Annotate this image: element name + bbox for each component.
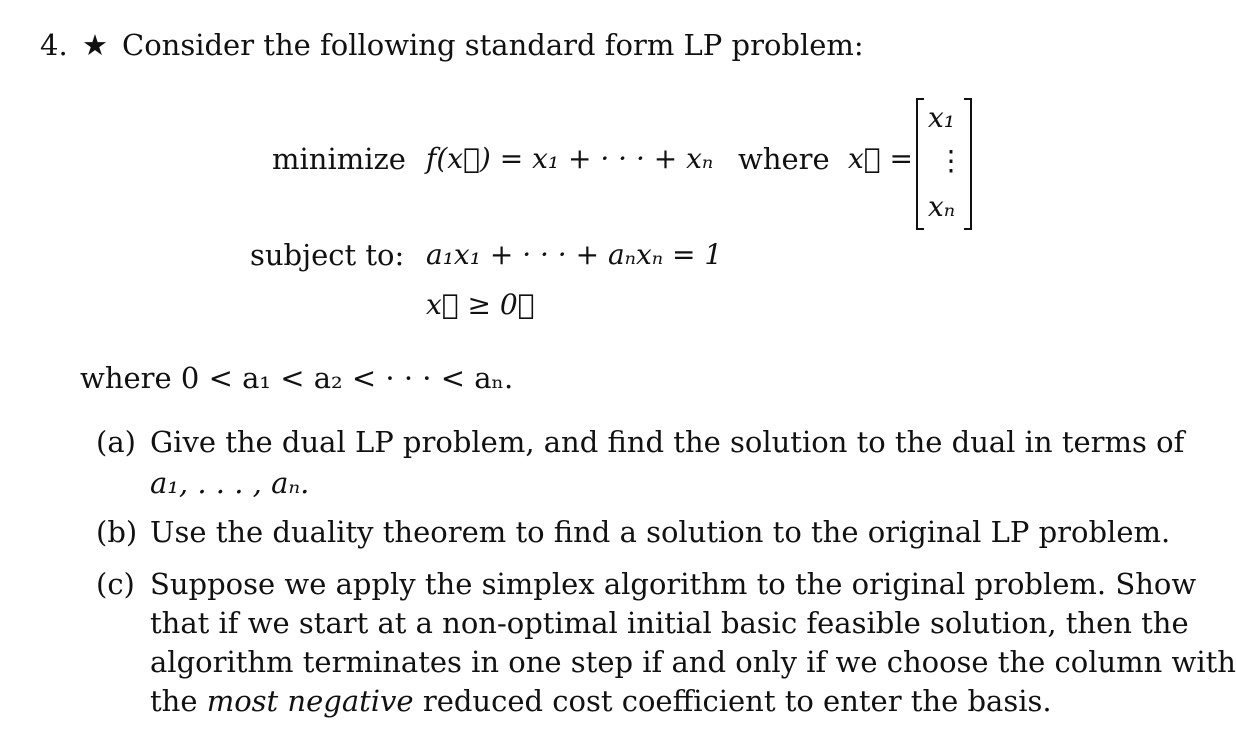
part-c-line-2: that if we start at a non-optimal initial basic feasible solution, then the [150, 606, 1189, 640]
where-label: where [738, 142, 830, 176]
part-c-label: (c) [96, 567, 135, 601]
vector-lhs: x⃗ = [848, 142, 913, 175]
part-c-emphasis: most negative [206, 684, 414, 718]
coefficient-condition: where 0 < a₁ < a₂ < · · · < aₙ. [80, 361, 514, 395]
part-a-line-1: Give the dual LP problem, and find the solution to the dual in terms of [150, 425, 1185, 459]
part-c-line-1: Suppose we apply the simplex algorithm to the original problem. Show [150, 567, 1197, 601]
problem-intro: Consider the following standard form LP problem: [122, 28, 864, 62]
part-c-line-4-pre: the [150, 684, 207, 718]
subject-to-label: subject to: [250, 238, 405, 272]
part-c-line-4 [150, 684, 1052, 718]
part-b-label: (b) [96, 515, 138, 549]
vector-right-bracket [964, 98, 972, 230]
part-c-line-4-post: reduced cost coefficient to enter the basis. [413, 684, 1052, 718]
part-c-line-3: algorithm terminates in one step if and only if we choose the column with [150, 645, 1236, 679]
constraint-equality: a₁x₁ + · · · + aₙxₙ = 1 [426, 238, 723, 271]
vector-entry-1: x₁ [928, 101, 956, 134]
minimize-label: minimize [272, 142, 406, 176]
part-a-line-2: a₁, . . . , aₙ. [150, 466, 310, 500]
star-icon: ★ [82, 28, 108, 62]
constraint-nonnegativity: x⃗ ≥ 0⃗ [426, 288, 535, 321]
vector-entry-3: xₙ [928, 190, 956, 223]
vector-left-bracket [916, 98, 924, 230]
objective-function: f(x⃗) = x₁ + · · · + xₙ [426, 142, 714, 175]
problem-number: 4. [40, 28, 68, 62]
part-a-label: (a) [96, 425, 136, 459]
vector-entry-2: ⋮ [937, 144, 965, 177]
part-b-line-1: Use the duality theorem to find a solution to the original LP problem. [150, 515, 1171, 549]
